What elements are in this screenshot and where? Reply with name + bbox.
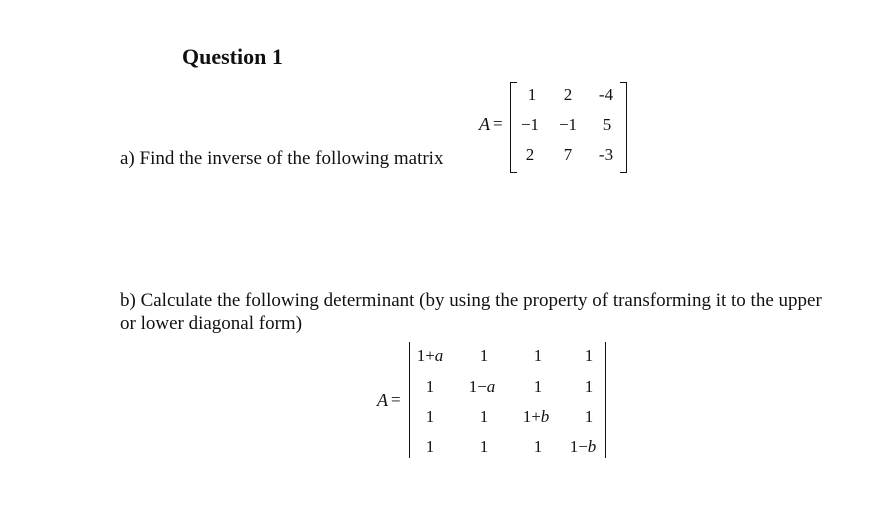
part-b-cell-r4c4: 1−b	[569, 437, 597, 456]
part-b-cell-r2c1: 1	[425, 377, 435, 396]
part-b-cell-r1c2: 1	[479, 346, 489, 365]
part-a-cell-r3c2: 7	[563, 145, 573, 164]
part-a-prompt: a) Find the inverse of the following matrix	[120, 148, 444, 169]
part-b-cell-r3c3: 1+b	[522, 407, 550, 426]
part-b-cell-r3c4: 1	[584, 407, 594, 426]
part-a-cell-r3c1: 2	[525, 145, 535, 164]
part-b-prompt-line2: or lower diagonal form)	[120, 313, 303, 334]
part-b-cell-r2c3: 1	[533, 377, 543, 396]
part-b-cell-r2c2: 1−a	[468, 377, 496, 396]
part-b-cell-r1c3: 1	[533, 346, 543, 365]
part-b-matrix-symbol: A	[377, 390, 388, 410]
part-b-equals-sign: =	[391, 390, 401, 409]
part-a-cell-r2c2: −1	[558, 115, 578, 134]
part-b-cell-r4c2: 1	[479, 437, 489, 456]
part-b-prompt-line1: b) Calculate the following determinant (by using the property of transforming it to the upper	[120, 290, 822, 311]
part-a-matrix-symbol: A	[479, 114, 490, 134]
part-a-cell-r1c3: -4	[598, 85, 614, 104]
part-a-cell-r2c3: 5	[602, 115, 612, 134]
part-b-cell-r4c3: 1	[533, 437, 543, 456]
part-a-cell-r3c3: -3	[598, 145, 614, 164]
part-a-cell-r2c1: −1	[520, 115, 540, 134]
part-a-cell-r1c2: 2	[563, 85, 573, 104]
question-title: Question 1	[182, 44, 283, 69]
part-b-cell-r1c4: 1	[584, 346, 594, 365]
part-a-equals-sign: =	[493, 114, 503, 133]
part-b-cell-r2c4: 1	[584, 377, 594, 396]
part-b-cell-r3c1: 1	[425, 407, 435, 426]
part-b-cell-r1c1: 1+a	[416, 346, 444, 365]
part-b-cell-r3c2: 1	[479, 407, 489, 426]
part-b-cell-r4c1: 1	[425, 437, 435, 456]
part-a-cell-r1c1: 1	[527, 85, 537, 104]
